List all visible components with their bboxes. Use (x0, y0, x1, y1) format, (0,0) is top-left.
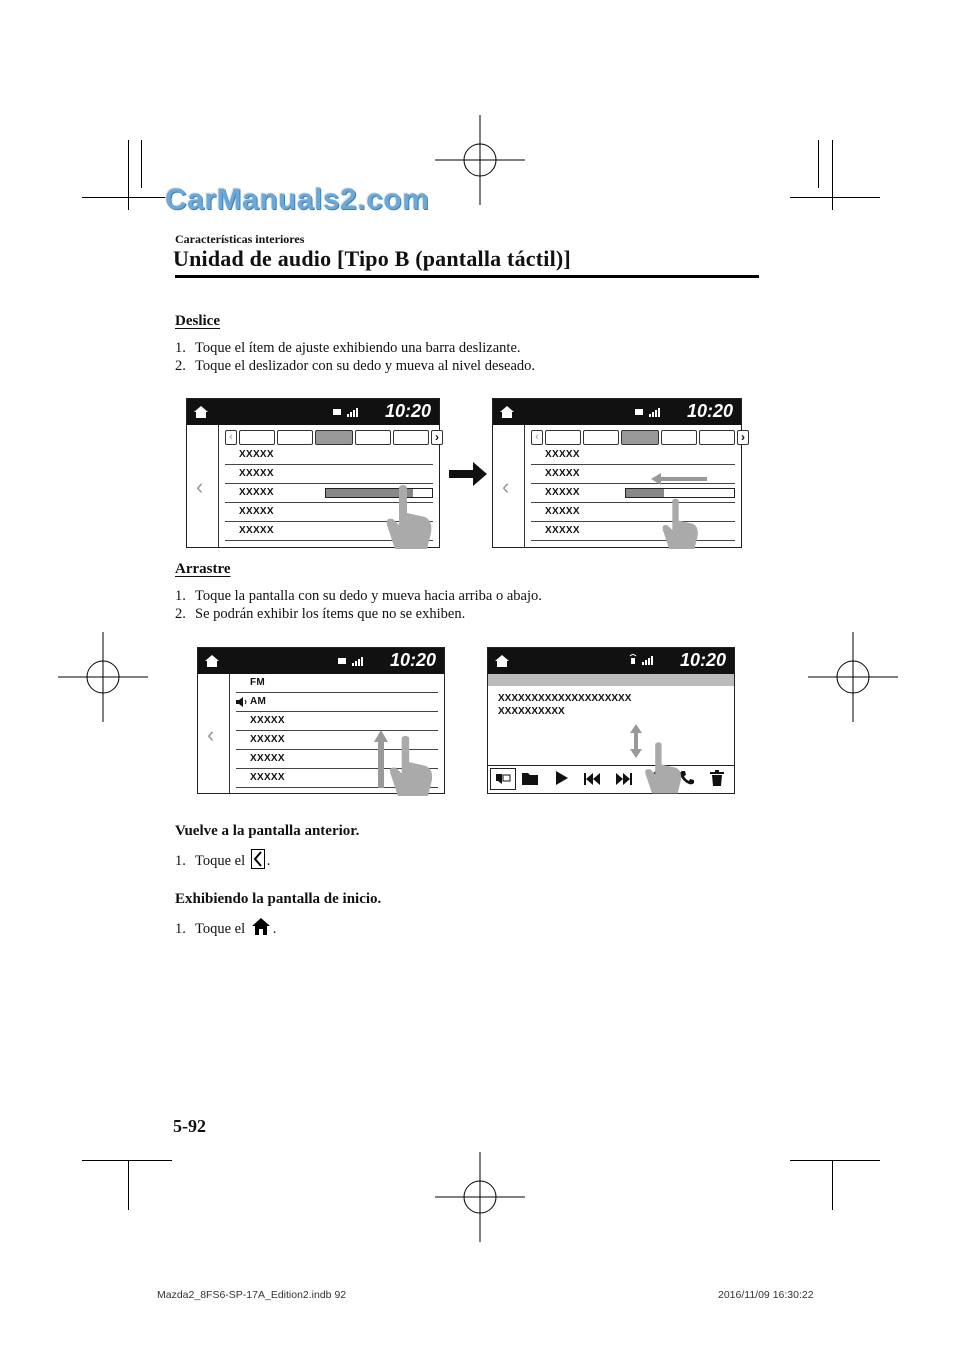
list-item[interactable]: XXXXX (225, 484, 433, 503)
arrastre-heading: Arrastre (175, 561, 231, 577)
list-item[interactable]: XXXXX (531, 446, 735, 465)
drag-screen-list (197, 647, 445, 794)
list-item[interactable]: XXXXX (236, 769, 438, 788)
list-item[interactable]: XXXXX (236, 750, 438, 769)
chevron-left-icon: ‹ (196, 474, 204, 499)
slider-fill (626, 489, 664, 497)
tab[interactable] (239, 430, 275, 445)
tab-strip[interactable] (531, 430, 745, 445)
title-rule (175, 275, 759, 278)
signal-icon (635, 407, 661, 417)
tab[interactable] (393, 430, 429, 445)
reply-message-button[interactable] (490, 768, 516, 790)
status-bar (187, 399, 439, 425)
watermark: CarManuals2.com (165, 183, 430, 216)
signal-icon (338, 656, 364, 666)
list-item[interactable]: XXXXX (225, 522, 433, 541)
list-item-am[interactable]: AM (236, 693, 438, 712)
status-bar (488, 648, 734, 674)
previous-icon[interactable] (584, 772, 600, 790)
list-item[interactable]: XXXXX (225, 503, 433, 522)
registration-mark-bottom (435, 1152, 525, 1242)
finger-icon (385, 483, 435, 549)
inicio-step: 1. Toque el . (175, 917, 276, 938)
page-title: Unidad de audio [Tipo B (pantalla táctil)] (173, 246, 571, 271)
list-item[interactable]: XXXXX (236, 731, 438, 750)
arrastre-step-2: 2. Se podrán exhibir los ítems que no se exhiben. (175, 606, 466, 622)
deslice-heading: Deslice (175, 313, 220, 329)
vuelve-step: 1. Toque el . (175, 849, 270, 870)
home-icon (494, 653, 510, 669)
home-icon (193, 404, 209, 420)
arrow-up-icon (374, 730, 388, 788)
list-item-fm[interactable]: FM (236, 674, 438, 693)
deslice-step-2: 2. Toque el deslizador con su dedo y mueva al nivel deseado. (175, 358, 536, 374)
list-item[interactable]: XXXXX (531, 522, 735, 541)
clock: 10:20 (384, 401, 431, 421)
home-icon (251, 917, 271, 937)
home-icon (204, 653, 220, 669)
speaker-icon (236, 697, 248, 707)
trash-icon[interactable] (710, 770, 724, 791)
back-button[interactable] (198, 674, 230, 793)
tab[interactable] (583, 430, 619, 445)
tab-strip[interactable] (225, 430, 439, 445)
status-bar (198, 648, 444, 674)
finger-icon (644, 738, 684, 796)
message-toolbar (488, 765, 734, 793)
list-item[interactable]: XXXXX (531, 503, 735, 522)
slide-screen-before (186, 398, 440, 548)
list-item[interactable]: XXXXX (225, 446, 433, 465)
next-icon[interactable] (616, 772, 632, 790)
chevron-left-icon: ‹ (502, 474, 510, 499)
list-item[interactable]: XXXXX (531, 484, 735, 503)
tab[interactable] (277, 430, 313, 445)
folder-icon[interactable] (522, 771, 538, 790)
footer-file: Mazda2_8FS6-SP-17A_Edition2.indb 92 (157, 1289, 347, 1301)
registration-mark-right (808, 632, 898, 722)
section-label: Características interiores (175, 232, 305, 246)
tab[interactable] (355, 430, 391, 445)
deslice-step-1: 1. Toque el ítem de ajuste exhibiendo una barra deslizante. (175, 340, 521, 356)
chevron-left-icon: ‹ (207, 721, 215, 747)
drag-screen-message (487, 647, 735, 794)
list-item[interactable]: XXXXX (531, 465, 735, 484)
footer-date: 2016/11/09 16:30:22 (718, 1289, 814, 1301)
page-number: 5-92 (173, 1116, 206, 1136)
back-button[interactable] (187, 425, 219, 547)
vuelve-heading: Vuelve a la pantalla anterior. (175, 823, 360, 839)
home-icon (499, 404, 515, 420)
signal-icon (333, 407, 359, 417)
arrastre-step-1: 1. Toque la pantalla con su dedo y mueva hacia arriba o abajo. (175, 588, 542, 604)
back-button[interactable] (493, 425, 525, 547)
tab[interactable] (661, 430, 697, 445)
inicio-heading: Exhibiendo la pantalla de inicio. (175, 891, 382, 907)
message-text[interactable]: XXXXXXXXXXXXXXXXXXXX XXXXXXXXXX (498, 693, 632, 717)
list-item[interactable]: XXXXX (225, 465, 433, 484)
tab-next-icon[interactable]: › (737, 430, 749, 445)
tab-selected[interactable] (315, 430, 353, 445)
arrow-right-icon (449, 462, 487, 486)
registration-mark-left (58, 632, 148, 722)
clock: 10:20 (679, 650, 726, 670)
tab-prev-icon[interactable]: ‹ (225, 430, 237, 445)
clock: 10:20 (389, 650, 436, 670)
tab-next-icon[interactable]: › (431, 430, 443, 445)
chevron-left-icon (251, 849, 265, 869)
scroll-indicator (488, 674, 734, 686)
tab[interactable] (545, 430, 581, 445)
tab-prev-icon[interactable]: ‹ (531, 430, 543, 445)
slide-screen-after (492, 398, 745, 548)
arrow-left-icon (651, 473, 707, 485)
arrow-up-down-icon (630, 724, 642, 758)
tab-selected[interactable] (621, 430, 659, 445)
status-bar (493, 399, 741, 425)
list-item[interactable]: XXXXX (236, 712, 438, 731)
clock: 10:20 (686, 401, 733, 421)
finger-icon (388, 734, 436, 796)
tab[interactable] (699, 430, 735, 445)
registration-mark-top (435, 115, 525, 205)
play-icon[interactable] (554, 771, 568, 790)
finger-icon (661, 497, 701, 549)
signal-icon (628, 652, 654, 666)
